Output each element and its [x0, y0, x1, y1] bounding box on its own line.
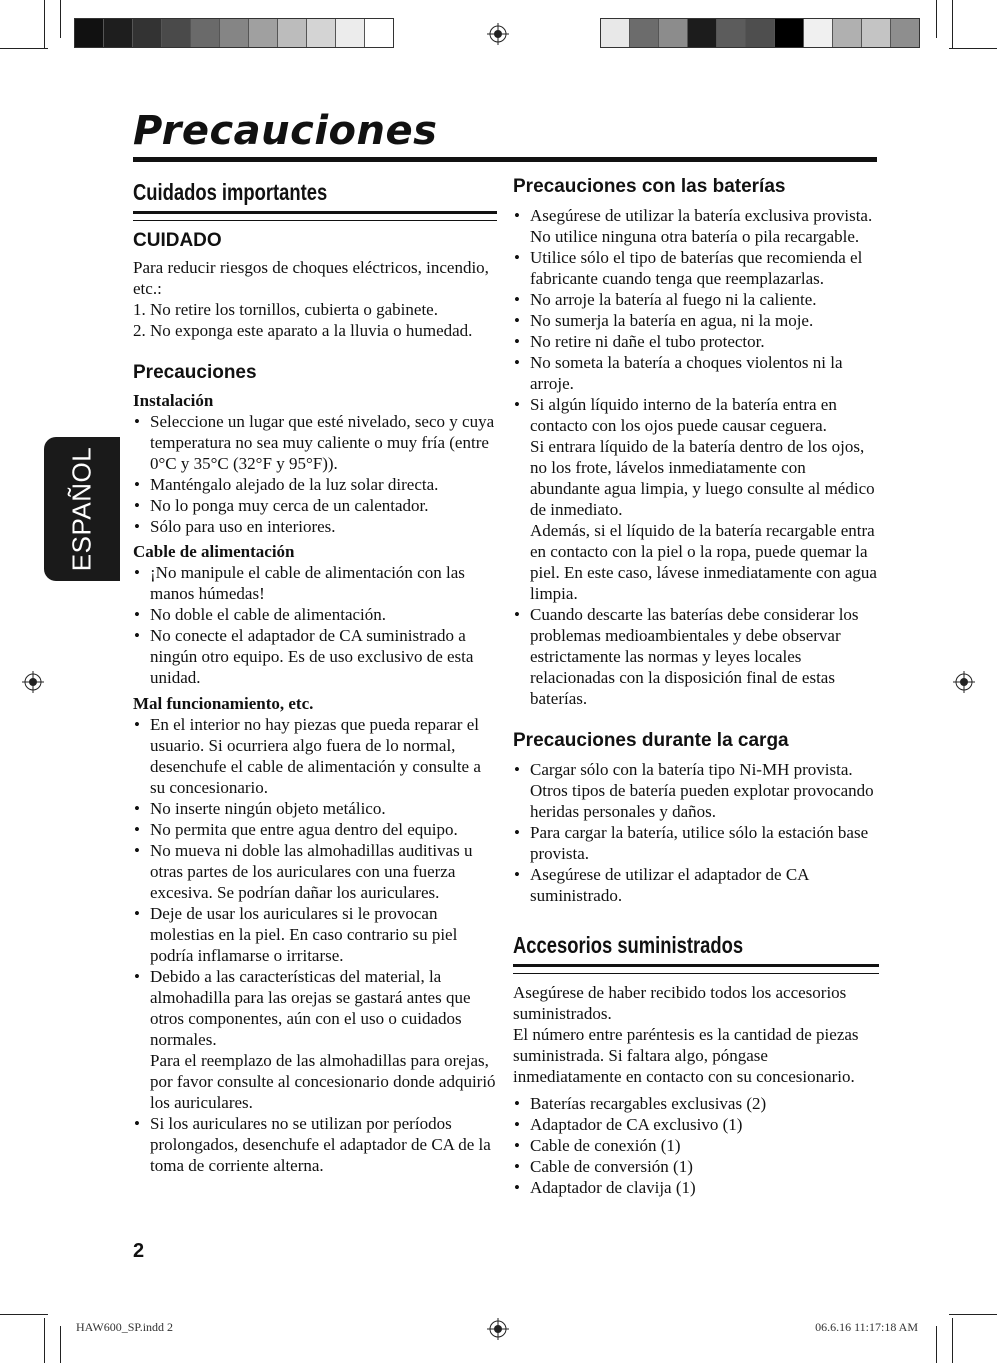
battery-list — [513, 205, 879, 709]
color-swatch — [307, 19, 336, 47]
color-swatch — [220, 19, 249, 47]
color-swatch — [75, 19, 104, 47]
list-item-text: Para el reemplazo de las almohadillas para orejas, por favor consulte al concesionario donde adquirió los auriculares. — [150, 1051, 496, 1112]
registration-mark-icon — [22, 671, 44, 693]
list-item: • Cable de conversión (1) — [513, 1156, 879, 1177]
list-item: • No conecte el adaptador de CA suministrado a ningún otro equipo. Es de uso exclusivo de esta unidad. — [133, 625, 497, 688]
crop-mark — [952, 0, 953, 48]
list-item: • No inserte ningún objeto metálico. — [133, 798, 497, 819]
color-swatch — [688, 19, 717, 47]
crop-mark — [44, 1318, 45, 1363]
installation-heading: Instalación — [133, 391, 214, 410]
color-swatch — [104, 19, 133, 47]
caution-intro: Para reducir riesgos de choques eléctricos, incendio, etc.: — [133, 258, 489, 298]
accessories-intro: Asegúrese de haber recibido todos los accesorios suministrados. — [513, 983, 847, 1023]
list-item: • No someta la batería a choques violentos ni la arroje. — [513, 352, 879, 394]
caution-list — [133, 299, 497, 341]
list-item: • Cable de conexión (1) — [513, 1135, 879, 1156]
color-swatch — [191, 19, 220, 47]
crop-mark — [0, 1314, 48, 1315]
list-item: • Asegúrese de utilizar el adaptador de CA suministrado. — [513, 864, 879, 906]
malfunction-heading: Mal funcionamiento, etc. — [133, 694, 314, 713]
power-cable-heading: Cable de alimentación — [133, 542, 295, 561]
precautions-heading: Precauciones — [133, 362, 257, 383]
battery-heading: Precauciones con las baterías — [513, 176, 786, 197]
page-number: 2 — [133, 1240, 145, 1262]
caution-item-number: 1. — [133, 300, 146, 319]
list-item: • No retire ni dañe el tubo protector. — [513, 331, 879, 352]
crop-mark — [936, 1326, 937, 1363]
language-tab — [44, 437, 120, 581]
caution-item — [133, 320, 497, 341]
registration-mark-icon — [487, 1318, 509, 1340]
caution-heading: CUIDADO — [133, 230, 222, 251]
caution-item-number: 2. — [133, 321, 146, 340]
crop-mark — [949, 48, 997, 49]
color-swatch — [336, 19, 365, 47]
list-item: • En el interior no hay piezas que pueda reparar el usuario. Si ocurriera algo fuera de lo normal, desenchufe el cable de alimentación y consulte a su concesionario. — [133, 714, 497, 798]
color-swatch — [862, 19, 891, 47]
title-rule — [133, 157, 877, 162]
color-swatch — [278, 19, 307, 47]
list-item-text: Si entrara líquido de la batería dentro de los ojos, no los frote, lávelos inmediatamente con abundante agua limpia, y luego consulte al médico de inmediato. — [530, 437, 875, 519]
color-swatch — [746, 19, 775, 47]
list-item: • Baterías recargables exclusivas (2) — [513, 1093, 879, 1114]
file-slug: HAW600_SP.indd 2 — [76, 1320, 174, 1334]
color-bar-right — [600, 18, 920, 48]
section-title-cuidados: Cuidados importantes — [133, 179, 328, 205]
list-item: • Para cargar la batería, utilice sólo la estación base provista. — [513, 822, 879, 864]
list-item: • Cargar sólo con la batería tipo Ni-MH provista. Otros tipos de batería pueden explotar provocando heridas personales y daños. — [513, 759, 879, 822]
language-tab-label: ESPAÑOL — [66, 446, 97, 572]
list-item: • No lo ponga muy cerca de un calentador. — [133, 495, 497, 516]
list-item: • Seleccione un lugar que esté nivelado, seco y cuya temperatura no sea muy caliente o muy fría (entre 0°C y 35°C (32°F y 95°F)). — [133, 411, 497, 474]
list-item-text: • Si algún líquido interno de la batería entra en contacto con los ojos puede causar ceguera. — [530, 395, 837, 435]
list-item-text: Además, si el líquido de la batería recargable entra en contacto con la piel o la ropa, puede quemar la piel. En este caso, lávese inmediatamente con agua limpia. — [530, 521, 877, 603]
list-item: • ¡No manipule el cable de alimentación con las manos húmedas! — [133, 562, 497, 604]
list-item: • Adaptador de CA exclusivo (1) — [513, 1114, 879, 1135]
crop-mark — [0, 48, 48, 49]
timestamp-slug: 06.6.16 11:17:18 AM — [815, 1320, 918, 1334]
right-column — [513, 173, 879, 1198]
color-swatch — [162, 19, 191, 47]
caution-item-text: No exponga este aparato a la lluvia o humedad. — [150, 321, 473, 340]
crop-mark — [949, 1314, 997, 1315]
charging-heading: Precauciones durante la carga — [513, 730, 789, 751]
charging-list — [513, 759, 879, 906]
color-swatch — [249, 19, 278, 47]
section-title-accesorios: Accesorios suministrados — [513, 932, 744, 958]
section-rule — [513, 964, 879, 974]
power-cable-list — [133, 562, 497, 688]
accessories-note: El número entre paréntesis es la cantidad de piezas suministrada. Si faltara algo, póngase inmediatamente en contacto con su concesionario. — [513, 1025, 859, 1086]
color-swatch — [601, 19, 630, 47]
color-swatch — [775, 19, 804, 47]
list-item: • Cuando descarte las baterías debe considerar los problemas medioambientales y debe observar estrictamente las normas y leyes locales relacionadas con la disposición final de estas baterías. — [513, 604, 879, 709]
list-item: • No permita que entre agua dentro del equipo. — [133, 819, 497, 840]
list-item — [513, 394, 879, 604]
list-item: • Asegúrese de utilizar la batería exclusiva provista. No utilice ninguna otra batería o pila recargable. — [513, 205, 879, 247]
list-item: • Utilice sólo el tipo de baterías que recomienda el fabricante cuando tenga que reemplazarlas. — [513, 247, 879, 289]
list-item: • Manténgalo alejado de la luz solar directa. — [133, 474, 497, 495]
installation-list — [133, 411, 497, 537]
page-title: Precauciones — [133, 108, 438, 154]
accessories-list — [513, 1093, 879, 1198]
list-item: • No arroje la batería al fuego ni la caliente. — [513, 289, 879, 310]
color-swatch — [804, 19, 833, 47]
list-item — [133, 966, 497, 1113]
color-swatch — [891, 19, 919, 47]
caution-item-text: No retire los tornillos, cubierta o gabinete. — [150, 300, 438, 319]
list-item: • No mueva ni doble las almohadillas auditivas u otras partes de los auriculares con una fuerza excesiva. Se podrían dañar los auriculares. — [133, 840, 497, 903]
list-item: • No sumerja la batería en agua, ni la moje. — [513, 310, 879, 331]
list-item: • Deje de usar los auriculares si le provocan molestias en la piel. En caso contrario su piel podría inflamarse o irritarse. — [133, 903, 497, 966]
left-column — [133, 173, 497, 1176]
color-swatch — [630, 19, 659, 47]
registration-mark-icon — [487, 23, 509, 45]
color-swatch — [133, 19, 162, 47]
crop-mark — [952, 1318, 953, 1363]
color-bar-left — [74, 18, 394, 48]
malfunction-list — [133, 714, 497, 1176]
crop-mark — [60, 0, 61, 38]
crop-mark — [936, 0, 937, 38]
caution-item — [133, 299, 497, 320]
list-item: • Adaptador de clavija (1) — [513, 1177, 879, 1198]
color-swatch — [659, 19, 688, 47]
list-item: • No doble el cable de alimentación. — [133, 604, 497, 625]
section-rule — [133, 211, 497, 221]
list-item-text: • Debido a las características del material, la almohadilla para las orejas se gastará antes que otros componentes, aún con el uso o cuidados normales. — [150, 967, 471, 1049]
registration-mark-icon — [953, 671, 975, 693]
list-item: • Sólo para uso en interiores. — [133, 516, 497, 537]
crop-mark — [44, 0, 45, 48]
list-item: • Si los auriculares no se utilizan por períodos prolongados, desenchufe el adaptador de CA de la toma de corriente alterna. — [133, 1113, 497, 1176]
color-swatch — [365, 19, 393, 47]
color-swatch — [833, 19, 862, 47]
color-swatch — [717, 19, 746, 47]
crop-mark — [60, 1326, 61, 1363]
